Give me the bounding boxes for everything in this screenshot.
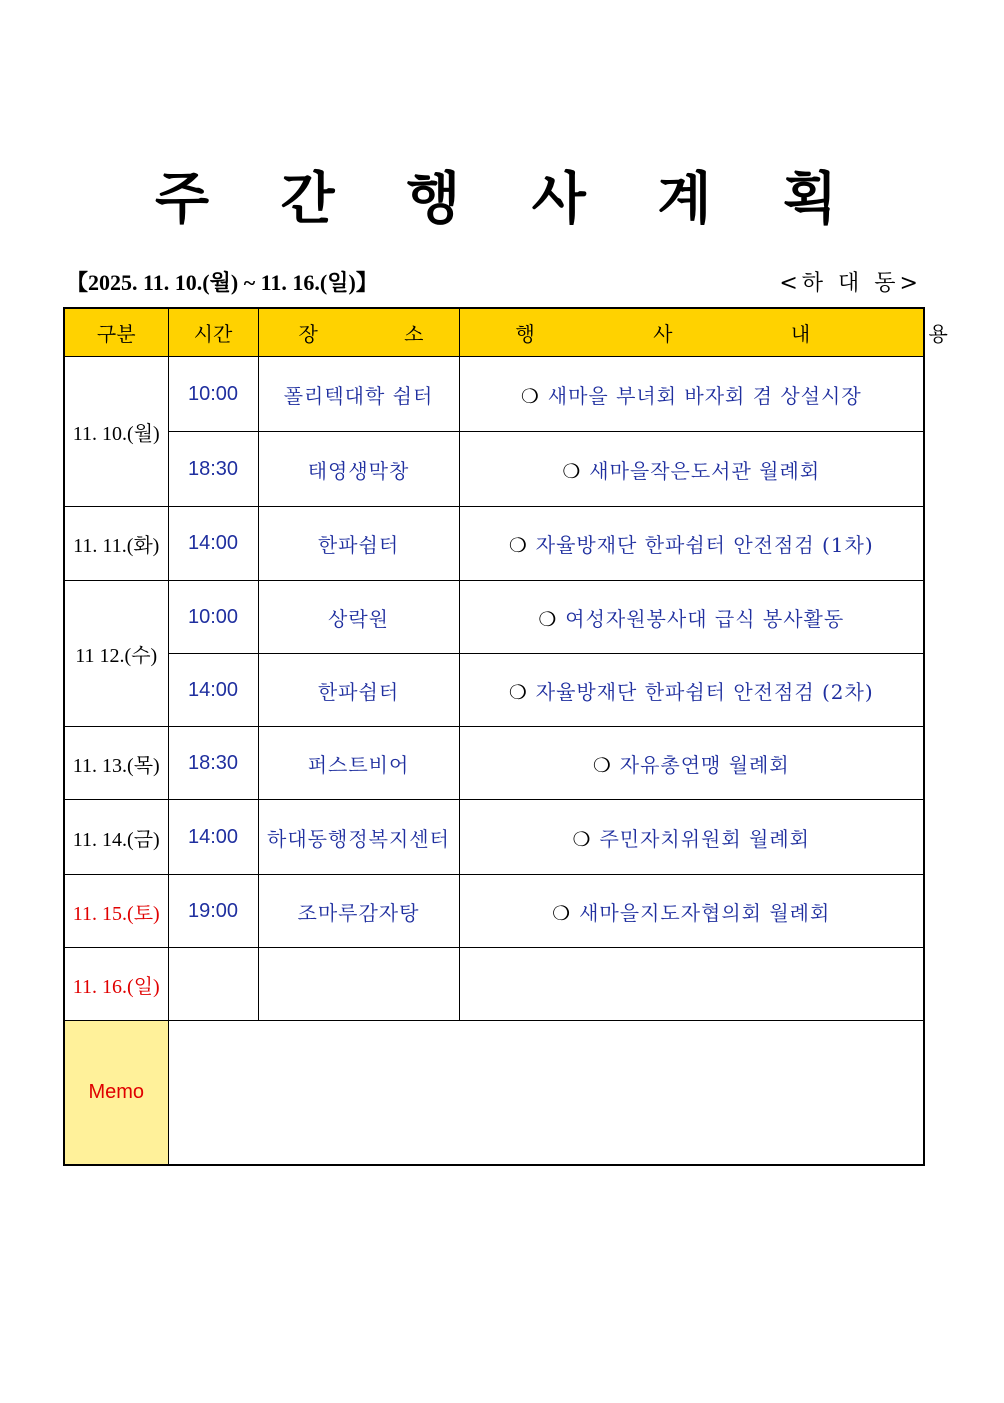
weekly-schedule-table <box>63 307 1004 1166</box>
row-place: 한파쉼터 <box>258 654 459 727</box>
row-content <box>459 654 924 727</box>
table-row <box>64 654 924 727</box>
row-content-text: 여성자원봉사대 급식 봉사활동 <box>565 606 845 631</box>
row-content-text: 자율방재단 한파쉼터 안전점검 (2차) <box>535 679 874 704</box>
header-place: 장 소 <box>258 308 459 357</box>
table-row <box>64 432 924 507</box>
bullet-icon: ❍ <box>508 533 528 557</box>
table-row <box>64 507 924 581</box>
bullet-icon: ❍ <box>538 606 558 631</box>
row-time <box>168 948 258 1021</box>
row-time: 14:00 <box>168 507 258 581</box>
row-content-text: 새마을작은도서관 월례회 <box>589 458 821 483</box>
table-row <box>64 800 924 875</box>
page-title: 주 간 행 사 계 획 <box>154 167 864 232</box>
row-time: 10:00 <box>168 581 258 654</box>
row-place: 폴리텍대학 쉼터 <box>258 357 459 432</box>
table-row <box>64 875 924 948</box>
row-place <box>258 948 459 1021</box>
row-time: 18:30 <box>168 727 258 800</box>
bullet-icon: ❍ <box>562 458 582 483</box>
row-content-text: 자유총연맹 월례회 <box>619 752 790 777</box>
header-date: 구분 <box>64 308 168 357</box>
row-place: 하대동행정복지센터 <box>258 800 459 875</box>
row-time: 10:00 <box>168 357 258 432</box>
department-label: <하 대 동> <box>779 271 922 296</box>
date-range: 【2025. 11. 10.(월) ~ 11. 16.(일)】 <box>66 270 378 295</box>
row-date: 11 12.(수) <box>64 581 168 727</box>
bullet-icon: ❍ <box>592 752 612 777</box>
bullet-icon: ❍ <box>552 900 572 925</box>
bullet-icon: ❍ <box>572 826 592 851</box>
table-header-row <box>64 308 924 357</box>
row-place: 상락원 <box>258 581 459 654</box>
row-place: 조마루감자탕 <box>258 875 459 948</box>
memo-row <box>64 1021 924 1165</box>
row-date: 11. 15.(토) <box>64 875 168 948</box>
memo-label: Memo <box>64 1021 168 1165</box>
row-date: 11. 13.(목) <box>64 727 168 800</box>
row-place: 퍼스트비어 <box>258 727 459 800</box>
row-content <box>459 948 924 1021</box>
header-time: 시간 <box>168 308 258 357</box>
row-time: 18:30 <box>168 432 258 507</box>
row-content <box>459 432 924 507</box>
row-time: 14:00 <box>168 654 258 727</box>
row-content <box>459 357 924 432</box>
row-content <box>459 875 924 948</box>
row-content <box>459 727 924 800</box>
row-date: 11. 16.(일) <box>64 948 168 1021</box>
row-content <box>459 581 924 654</box>
table-row <box>64 581 924 654</box>
bullet-icon: ❍ <box>520 383 540 408</box>
table-row <box>64 357 924 432</box>
bullet-icon: ❍ <box>508 679 528 704</box>
row-place: 한파쉼터 <box>258 507 459 581</box>
row-content-text: 자율방재단 한파쉼터 안전점검 (1차) <box>535 533 874 557</box>
row-date: 11. 14.(금) <box>64 800 168 875</box>
row-content-text: 주민자치위원회 월례회 <box>599 826 810 851</box>
row-date: 11. 11.(화) <box>64 507 168 581</box>
row-time: 19:00 <box>168 875 258 948</box>
header-content: 행 사 내 용 <box>459 308 924 357</box>
row-place: 태영생막창 <box>258 432 459 507</box>
row-time: 14:00 <box>168 800 258 875</box>
row-content-text: 새마을지도자협의회 월례회 <box>579 900 831 925</box>
row-date: 11. 10.(월) <box>64 357 168 507</box>
row-content <box>459 507 924 581</box>
row-content-text: 새마을 부녀회 바자회 겸 상설시장 <box>547 383 862 408</box>
row-content <box>459 800 924 875</box>
table-row <box>64 727 924 800</box>
table-row <box>64 948 924 1021</box>
memo-field[interactable] <box>168 1021 924 1165</box>
